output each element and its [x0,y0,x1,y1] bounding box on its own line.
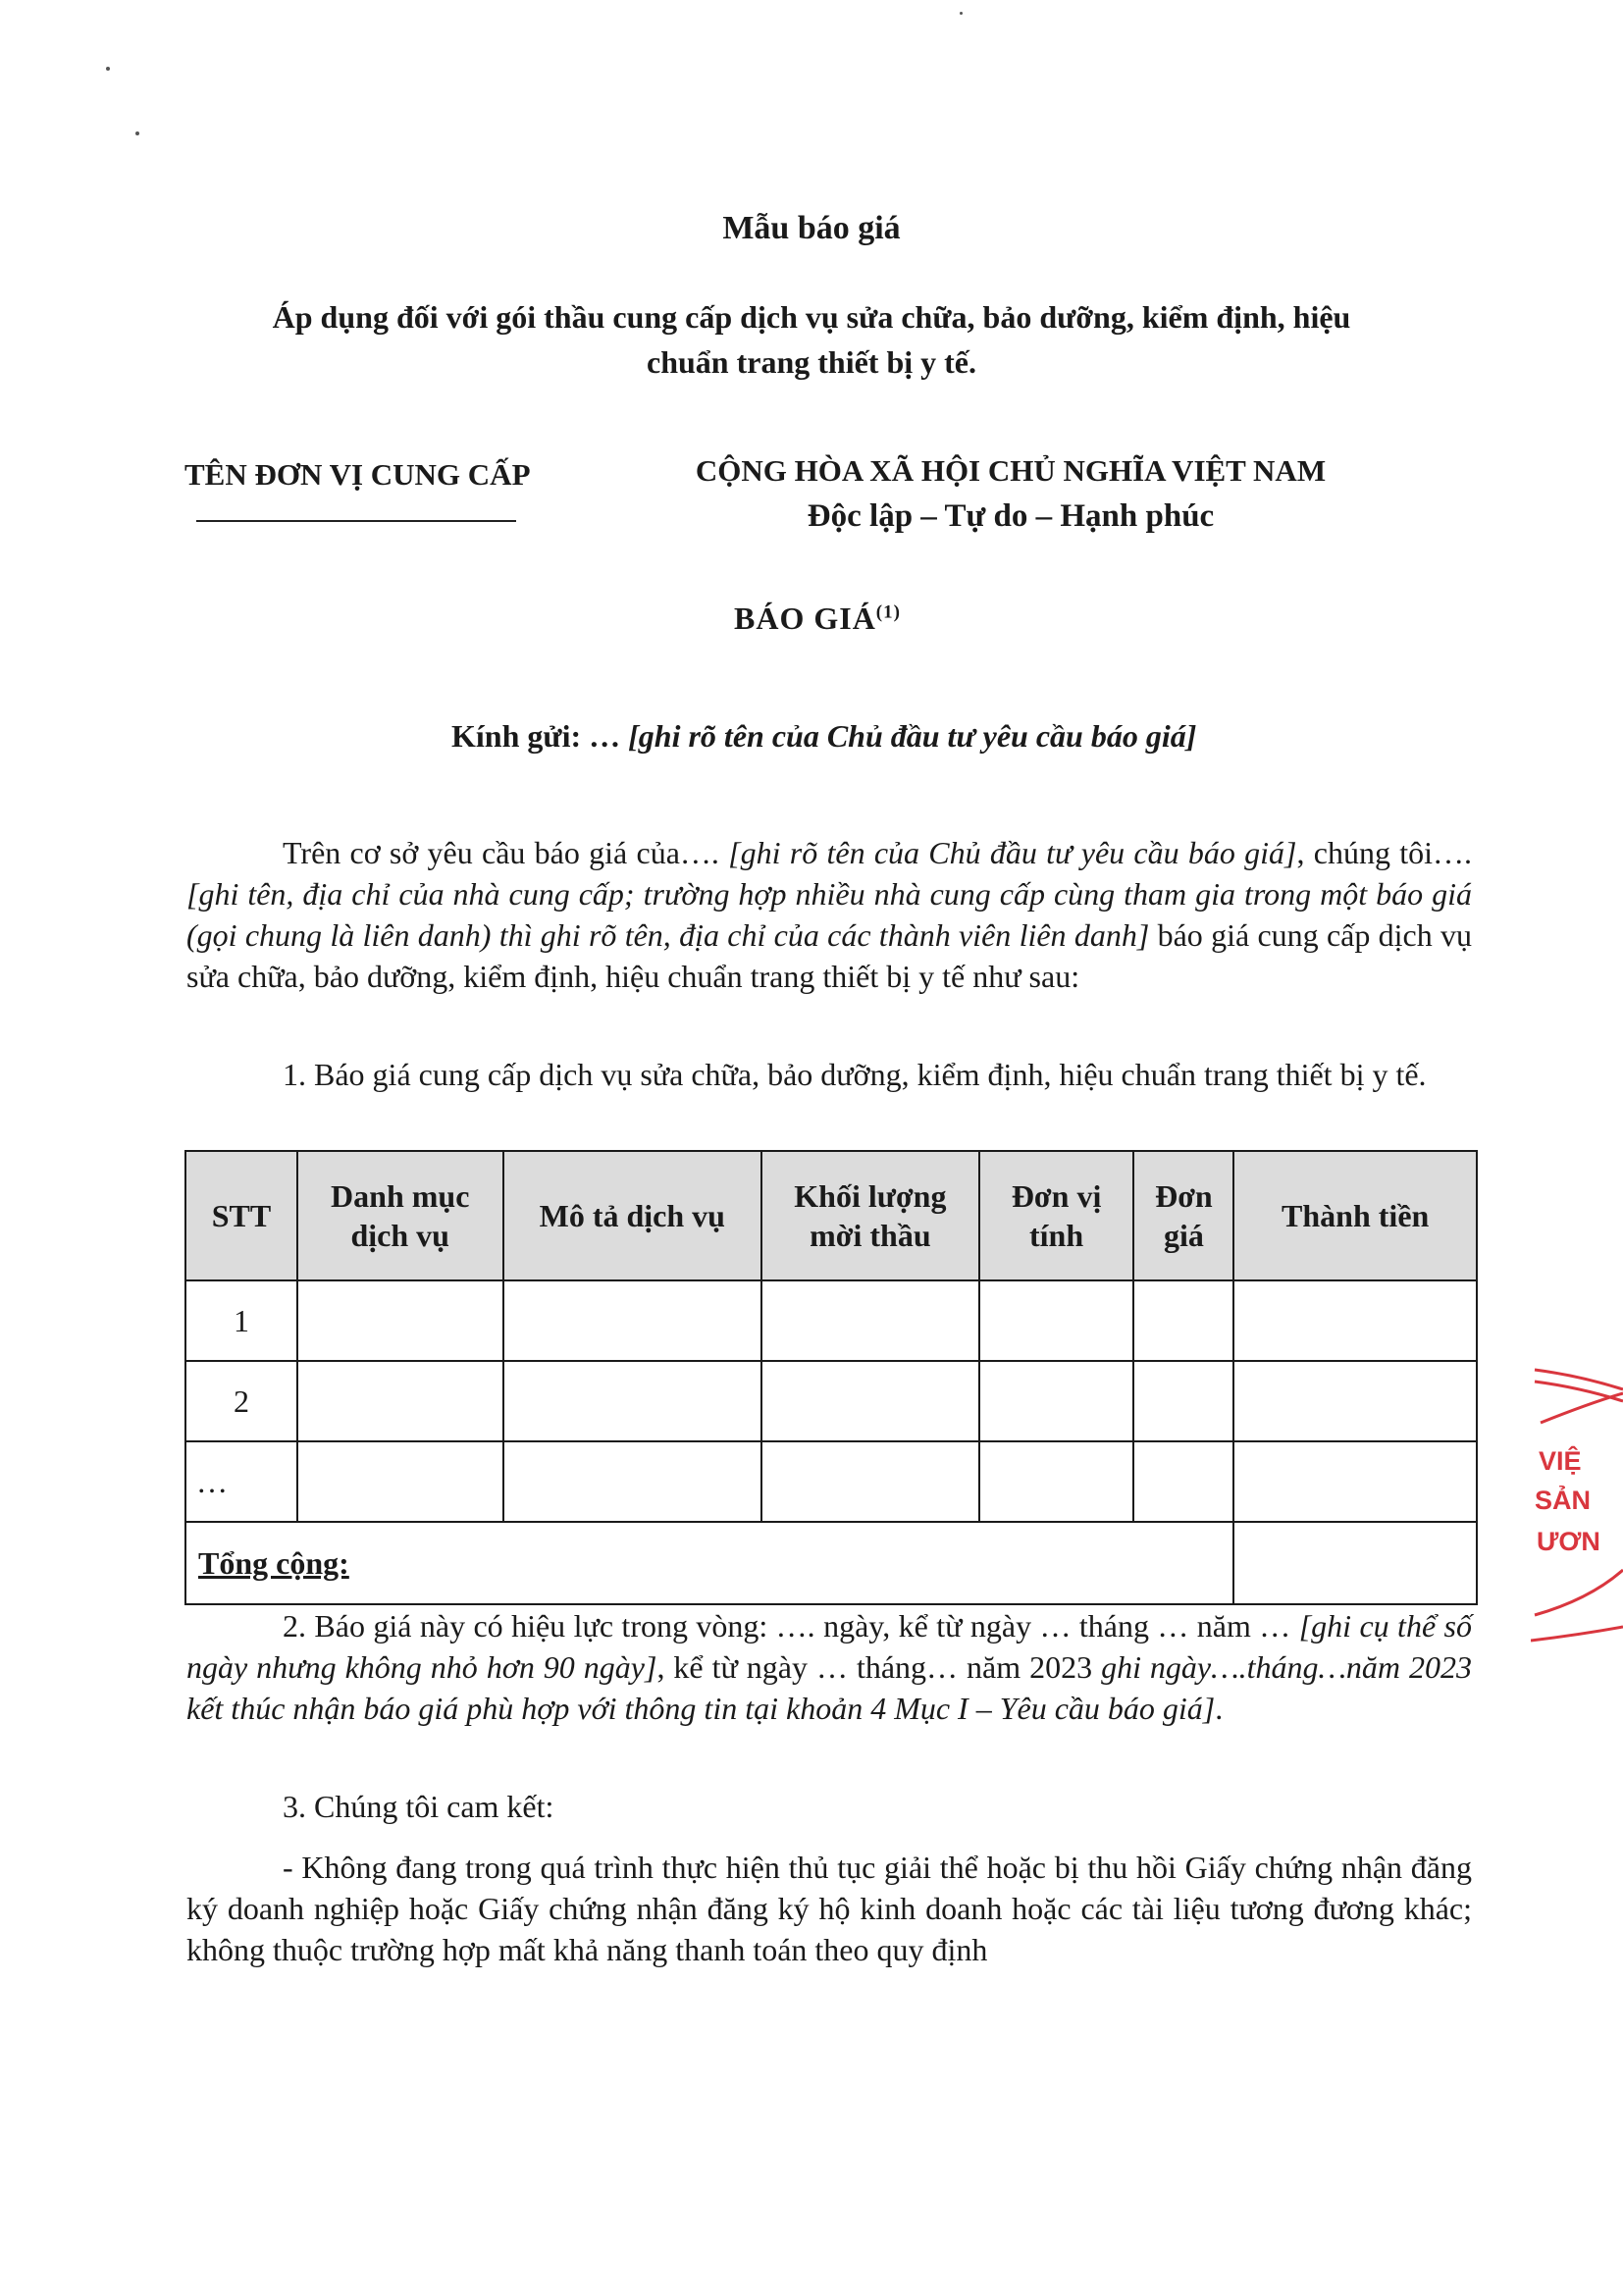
total-label: Tổng cộng: [185,1522,1233,1604]
table-cell [297,1280,503,1361]
subtitle-line-1: Áp dụng đối với gói thầu cung cấp dịch vụ sửa chữa, bảo dưỡng, kiểm định, hiệu [272,299,1351,335]
unit-name-underline [196,520,516,522]
commitment-item-1: - Không đang trong quá trình thực hiện thủ tục giải thể hoặc bị thu hồi Giấy chứng nhận đăng ký doanh nghiệp hoặc Giấy chứng nhận đăng ký hộ kinh doanh hoặc các tài liệu tương đương khác; không thuộc trường hợp mất khả năng thanh toán theo quy định [186,1850,1472,1967]
intro-paragraph [186,832,1472,997]
table-cell [1133,1280,1233,1361]
stamp-arcs [1531,1364,1623,1658]
col-header-service-list [297,1151,503,1280]
col-header-text: Đơn vị [1011,1178,1102,1214]
col-header-text: dịch vụ [350,1218,449,1253]
scan-speck [960,12,963,15]
footnote-marker: (1) [875,601,901,623]
col-header-stt: STT [185,1151,297,1280]
table-cell [761,1280,979,1361]
row-stt: 2 [185,1361,297,1441]
scan-speck [106,67,110,71]
table-total-row [185,1522,1477,1604]
validity-text-2: , kể từ ngày … tháng… năm 2023 [656,1649,1102,1685]
recipient-placeholder: [ghi rõ tên của Chủ đầu tư yêu cầu báo giá] [628,718,1197,754]
table-row [185,1280,1477,1361]
section-2-validity [186,1605,1472,1729]
quote-table [184,1150,1478,1605]
red-stamp-fragment [1531,1364,1623,1658]
table-cell [297,1441,503,1522]
table-cell [761,1361,979,1441]
national-motto: Độc lập – Tự do – Hạnh phúc [807,498,1215,534]
document-title [734,600,901,637]
supplier-unit-name: TÊN ĐƠN VỊ CUNG CẤP [184,457,531,492]
row-stt: 1 [185,1280,297,1361]
col-header-amount: Thành tiền [1233,1151,1477,1280]
table-cell [1133,1441,1233,1522]
table-cell [1233,1361,1477,1441]
scan-speck [135,131,139,135]
recipient-line [451,718,1196,755]
table-header-row [185,1151,1477,1280]
form-title: Mẫu báo giá [722,210,901,246]
intro-italic-2: [ghi tên, địa chỉ của nhà cung cấp; trường hợp nhiều nhà cung cấp cùng tham gia trong một báo giá (gọi chung là liên danh) thì ghi rõ tên, địa chỉ của các thành viên liên danh] [186,876,1472,953]
total-amount-cell [1233,1522,1477,1604]
validity-text-3: . [1215,1691,1224,1726]
section-3-heading: 3. Chúng tôi cam kết: [283,1789,554,1824]
col-header-unit [979,1151,1134,1280]
table-cell [979,1361,1134,1441]
intro-text-3: báo giá cung cấp dịch vụ sửa chữa, bảo dưỡng, kiểm định, hiệu chuẩn trang thiết bị y tế như sau: [186,917,1473,994]
table-row [185,1361,1477,1441]
table-row [185,1441,1477,1522]
table-cell [503,1441,762,1522]
col-header-text: Đơn [1155,1178,1213,1214]
intro-italic-1: [ghi rõ tên của Chủ đầu tư yêu cầu báo giá] [728,835,1297,870]
recipient-label: Kính gửi: … [451,718,621,754]
col-header-quantity [761,1151,979,1280]
validity-italic-1: [ghi cụ thể số ngày nhưng không nhỏ hơn 90 ngày] [186,1608,1472,1685]
col-header-text: mời thầu [810,1218,931,1253]
validity-text-1: 2. Báo giá này có hiệu lực trong vòng: …. ngày, kể từ ngày … tháng … năm … [283,1608,1299,1644]
form-subtitle [196,294,1427,385]
document-title-text: BÁO GIÁ [734,600,876,636]
national-title: CỘNG HÒA XÃ HỘI CHỦ NGHĨA VIỆT NAM [695,453,1327,488]
subtitle-line-2: chuẩn trang thiết bị y tế. [647,344,976,380]
col-header-text: Danh mục [331,1178,470,1214]
col-header-description: Mô tả dịch vụ [503,1151,762,1280]
validity-italic-2: ghi ngày….tháng…năm 2023 kết thúc nhận báo giá phù hợp với thông tin tại khoản 4 Mục I – Yêu cầu báo giá] [186,1649,1473,1726]
col-header-unit-price [1133,1151,1233,1280]
table-cell [297,1361,503,1441]
stamp-text-3: ƯƠN [1537,1527,1600,1556]
col-header-text: giá [1163,1218,1204,1253]
intro-text-2: , chúng tôi…. [1296,835,1473,870]
table-cell [979,1441,1134,1522]
table-cell [1233,1280,1477,1361]
stamp-text-2: SẢN [1535,1486,1592,1515]
table-cell [503,1361,762,1441]
col-header-text: tính [1029,1218,1084,1253]
stamp-text-1: VIỆ [1539,1446,1582,1476]
table-cell [1233,1441,1477,1522]
row-stt: … [185,1441,297,1522]
table-cell [503,1280,762,1361]
table-cell [1133,1361,1233,1441]
table-cell [979,1280,1134,1361]
intro-text-1: Trên cơ sở yêu cầu báo giá của…. [283,835,729,870]
table-cell [761,1441,979,1522]
col-header-text: Khối lượng [794,1178,947,1214]
section-1-heading: 1. Báo giá cung cấp dịch vụ sửa chữa, bảo dưỡng, kiểm định, hiệu chuẩn trang thiết bị y tế. [283,1057,1427,1092]
